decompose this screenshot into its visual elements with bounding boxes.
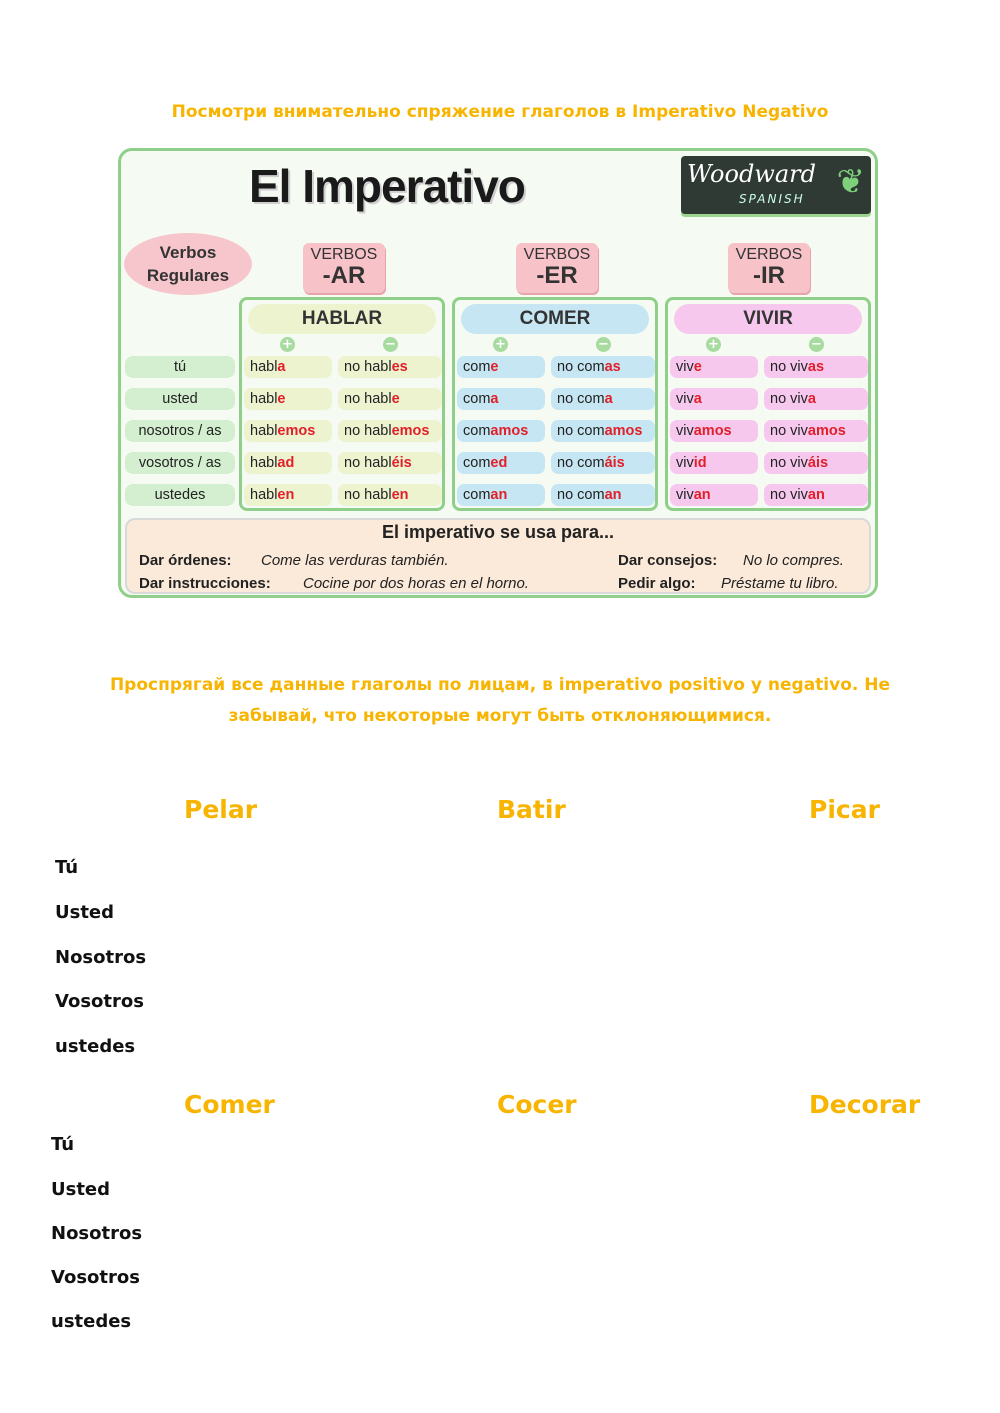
conjugation-positive-cell [244, 420, 332, 442]
verb-stem: no habl [344, 487, 392, 503]
verb-column-vivir [665, 297, 871, 511]
plus-icon: + [280, 337, 295, 352]
verb-stem: no habl [344, 423, 392, 439]
verb-ending: a [604, 391, 613, 407]
pronoun-cell: vosotros / as [125, 452, 235, 474]
verb-type-ending: -AR [322, 262, 366, 289]
verb-column-hablar [239, 297, 445, 511]
verb-stem: no viv [770, 487, 808, 503]
verb-stem: habl [250, 391, 278, 407]
verb-ending: áis [807, 455, 829, 471]
conjugation-positive-cell [244, 388, 332, 410]
conjugation-positive-cell [457, 452, 545, 474]
conjugation-negative-cell [764, 356, 868, 378]
verb-ending: id [693, 455, 707, 471]
verb-type-ending: -ER [536, 262, 578, 289]
regular-label-2: Regulares [146, 266, 230, 285]
conjugation-positive-cell [670, 388, 758, 410]
verb-type-ar [303, 243, 385, 293]
conjugation-positive-cell [670, 484, 758, 506]
conjugation-positive-cell [244, 452, 332, 474]
verb-stem: viv [676, 359, 694, 375]
verb-column-header: HABLAR [248, 304, 436, 334]
verb-stem: no com [557, 423, 605, 439]
conjugation-positive-cell [244, 484, 332, 506]
verb-ending: áis [604, 455, 625, 471]
verb-stem: habl [250, 455, 278, 471]
verb-stem: no com [557, 455, 605, 471]
verb-ending: e [277, 391, 286, 407]
verb-ending: es [391, 359, 408, 375]
verb-ending: a [807, 391, 816, 407]
exercise-1-pronoun-vosotros: Vosotros [55, 991, 144, 1012]
instruction-1: Посмотри внимательно спряжение глаголов в Imperativo Negativo [171, 102, 829, 122]
verb-stem: com [463, 391, 491, 407]
verb-column-header: VIVIR [674, 304, 862, 334]
conjugation-negative-cell [764, 452, 868, 474]
verb-stem: habl [250, 423, 278, 439]
verb-ending: a [490, 391, 499, 407]
conjugation-negative-cell [551, 484, 655, 506]
verb-type-label: VERBOS [735, 246, 803, 263]
exercise-2-verb-comer: Comer [184, 1090, 275, 1119]
logo-sub: SPANISH [739, 192, 805, 206]
verb-ending: amos [490, 423, 529, 439]
conjugation-negative-cell [551, 420, 655, 442]
verb-ending: amos [693, 423, 732, 439]
verb-stem: no habl [344, 455, 392, 471]
fern-icon: ❦ [836, 162, 865, 202]
verb-ending: en [277, 487, 295, 503]
usage-instr-label: Dar instrucciones: [139, 575, 271, 592]
exercise-2-verb-cocer: Cocer [497, 1090, 577, 1119]
usage-ordenes-example: Come las verduras también. [261, 552, 449, 569]
exercise-2-pronoun-ustedes: ustedes [51, 1311, 132, 1332]
conjugation-negative-cell [338, 420, 442, 442]
verb-stem: viv [676, 487, 694, 503]
conjugation-negative-cell [764, 388, 868, 410]
plus-icon: + [493, 337, 508, 352]
verb-ending: emos [277, 423, 316, 439]
verb-ending: as [807, 359, 825, 375]
usage-consejos-example: No lo compres. [743, 552, 844, 569]
pronoun-column [121, 356, 241, 506]
verb-stem: no viv [770, 455, 808, 471]
verb-stem: no viv [770, 423, 808, 439]
conjugation-positive-cell [244, 356, 332, 378]
verb-stem: habl [250, 359, 278, 375]
conjugation-positive-cell [670, 420, 758, 442]
imperativo-chart [118, 148, 878, 598]
verb-stem: com [463, 455, 491, 471]
verb-ending: emos [391, 423, 430, 439]
verb-stem: no com [557, 391, 605, 407]
minus-icon: − [596, 337, 611, 352]
chart-title: El Imperativo [249, 160, 525, 212]
usage-pedir-example: Préstame tu libro. [721, 575, 839, 592]
exercise-2-verb-decorar: Decorar [809, 1090, 921, 1119]
verb-ending: ad [277, 455, 295, 471]
verb-type-label: VERBOS [523, 246, 591, 263]
conjugation-negative-cell [338, 388, 442, 410]
verb-type-er [516, 243, 598, 293]
exercise-1-pronoun-tu: Tú [55, 857, 79, 878]
conjugation-negative-cell [764, 420, 868, 442]
pronoun-cell: ustedes [125, 484, 235, 506]
verb-ending: e [693, 359, 702, 375]
verb-type-ir [728, 243, 810, 293]
minus-icon: − [383, 337, 398, 352]
verb-ending: en [391, 487, 409, 503]
usage-pedir-label: Pedir algo: [618, 575, 696, 592]
verb-stem: no viv [770, 359, 808, 375]
conjugation-positive-cell [457, 484, 545, 506]
verb-ending: an [693, 487, 711, 503]
exercise-1-verb-picar: Picar [809, 795, 880, 824]
plus-icon: + [706, 337, 721, 352]
exercise-2-pronoun-nosotros: Nosotros [51, 1223, 143, 1244]
conjugation-positive-cell [457, 420, 545, 442]
verb-stem: viv [676, 423, 694, 439]
usage-title: El imperativo se usa para... [381, 522, 615, 542]
instruction-2-line-1: Проспрягай все данные глаголы по лицам, в imperativo positivo y negativo. Не [109, 675, 891, 695]
exercise-1-pronoun-usted: Usted [55, 902, 115, 923]
verb-ending: a [693, 391, 702, 407]
exercise-2-pronoun-tu: Tú [51, 1134, 75, 1155]
regular-label-1: Verbos [159, 243, 217, 262]
logo-word: Woodward [687, 160, 816, 188]
exercise-1-pronoun-ustedes: ustedes [55, 1036, 136, 1057]
verb-column-comer [452, 297, 658, 511]
verb-type-ending: -IR [753, 262, 785, 289]
regular-verbs-bubble [124, 233, 252, 295]
verb-ending: amos [807, 423, 846, 439]
conjugation-negative-cell [551, 356, 655, 378]
instruction-2-line-2: забывай, что некоторые могут быть отклоняющимися. [228, 706, 772, 726]
conjugation-negative-cell [338, 452, 442, 474]
exercise-1-pronoun-nosotros: Nosotros [55, 947, 147, 968]
conjugation-negative-cell [551, 452, 655, 474]
verb-stem: no com [557, 359, 605, 375]
exercise-2-pronoun-usted: Usted [51, 1179, 111, 1200]
verb-column-header: COMER [461, 304, 649, 334]
verb-stem: no com [557, 487, 605, 503]
conjugation-negative-cell [551, 388, 655, 410]
usage-ordenes-label: Dar órdenes: [139, 552, 232, 569]
exercise-2-pronoun-vosotros: Vosotros [51, 1267, 140, 1288]
conjugation-positive-cell [457, 388, 545, 410]
usage-consejos-label: Dar consejos: [618, 552, 718, 569]
verb-stem: habl [250, 487, 278, 503]
verb-ending: e [490, 359, 499, 375]
conjugation-negative-cell [338, 356, 442, 378]
verb-stem: viv [676, 391, 694, 407]
verb-ending: a [277, 359, 286, 375]
verb-stem: no viv [770, 391, 808, 407]
conjugation-positive-cell [670, 452, 758, 474]
verb-stem: com [463, 359, 491, 375]
usage-instr-example: Cocine por dos horas en el horno. [303, 575, 529, 592]
conjugation-positive-cell [457, 356, 545, 378]
verb-ending: an [490, 487, 508, 503]
verb-stem: com [463, 423, 491, 439]
verb-ending: an [807, 487, 825, 503]
verb-stem: no habl [344, 359, 392, 375]
verb-ending: amos [604, 423, 643, 439]
usage-box [125, 518, 871, 594]
exercise-1-verb-pelar: Pelar [184, 795, 258, 824]
minus-icon: − [809, 337, 824, 352]
verb-stem: viv [676, 455, 694, 471]
pronoun-cell: tú [125, 356, 235, 378]
pronoun-cell: usted [125, 388, 235, 410]
woodward-logo [681, 156, 871, 214]
verb-ending: ed [490, 455, 508, 471]
verb-ending: an [604, 487, 622, 503]
verb-type-label: VERBOS [310, 246, 378, 263]
conjugation-negative-cell [338, 484, 442, 506]
pronoun-cell: nosotros / as [125, 420, 235, 442]
verb-ending: éis [391, 455, 412, 471]
exercise-1-verb-batir: Batir [497, 795, 566, 824]
verb-ending: as [604, 359, 621, 375]
verb-ending: e [391, 391, 400, 407]
conjugation-positive-cell [670, 356, 758, 378]
conjugation-negative-cell [764, 484, 868, 506]
verb-stem: no habl [344, 391, 392, 407]
verb-stem: com [463, 487, 491, 503]
